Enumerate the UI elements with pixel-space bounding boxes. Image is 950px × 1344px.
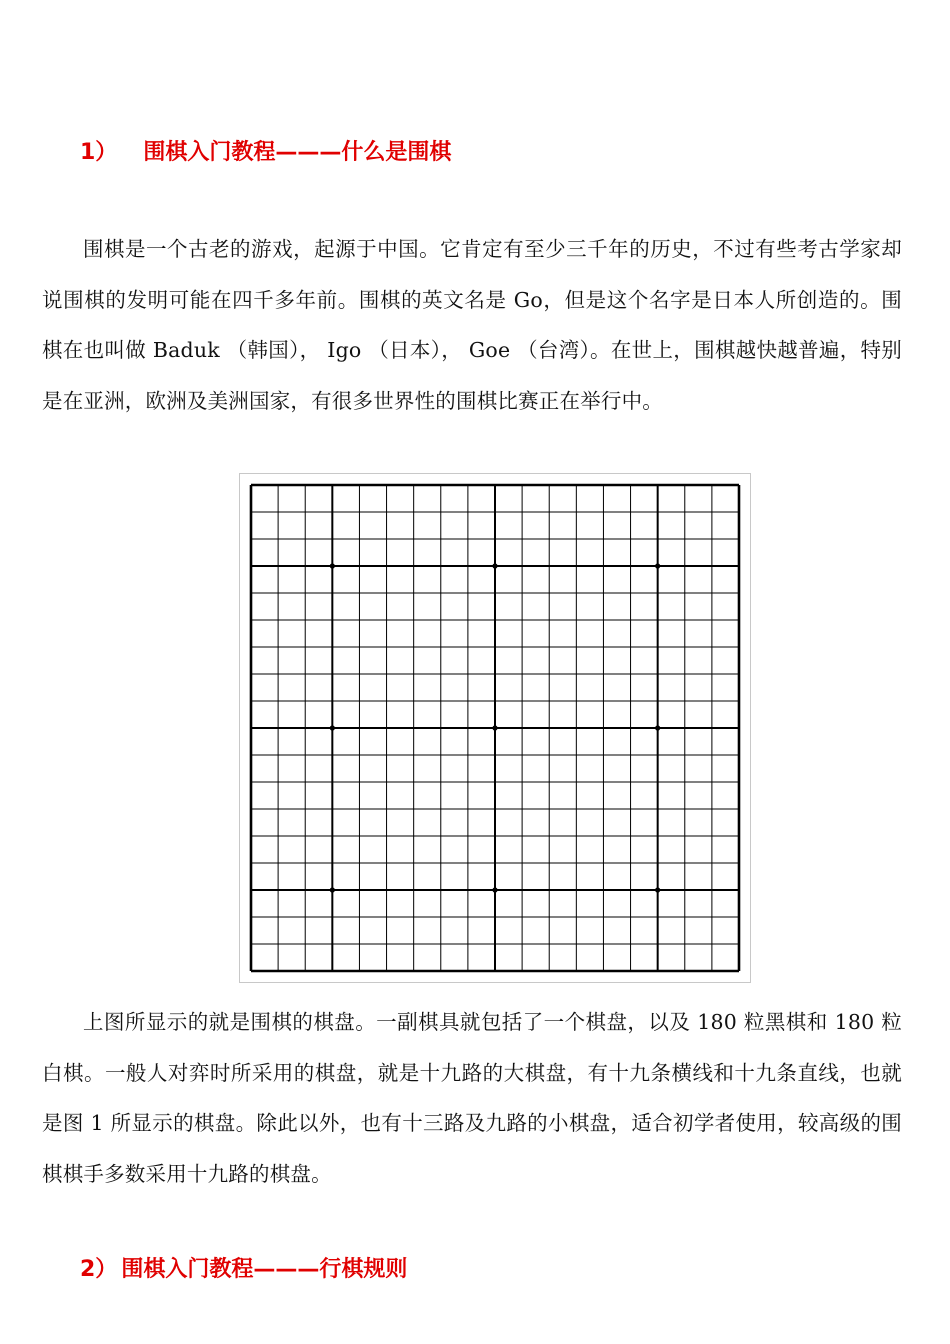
go-board xyxy=(240,474,750,982)
star-point xyxy=(492,725,497,730)
star-point xyxy=(330,563,335,568)
star-point xyxy=(330,725,335,730)
section-heading-1 xyxy=(80,138,451,168)
section-number: 2） xyxy=(80,1257,118,1282)
star-point xyxy=(492,563,497,568)
section-title: 围棋入门教程———行棋规则 xyxy=(121,1257,408,1282)
star-point xyxy=(655,887,660,892)
go-board-figure xyxy=(239,473,751,983)
star-point xyxy=(492,887,497,892)
section-heading-2 xyxy=(80,1255,407,1285)
star-point xyxy=(655,563,660,568)
star-point xyxy=(330,887,335,892)
star-point xyxy=(655,725,660,730)
board-description-paragraph: 上图所显示的就是围棋的棋盘。一副棋具就包括了一个棋盘，以及 180 粒黑棋和 180 粒白棋。一般人对弈时所采用的棋盘，就是十九路的大棋盘，有十九条横线和十九条直线，也就是图 1 所显示的棋盘。除此以外，也有十三路及九路的小棋盘，适合初学者使用，较高级的围棋棋手多数采用十九路的棋盘。 xyxy=(42,1010,902,1186)
section-number: 1） xyxy=(80,140,118,165)
section-title: 围棋入门教程———什么是围棋 xyxy=(143,140,452,165)
intro-paragraph: 围棋是一个古老的游戏，起源于中国。它肯定有至少三千年的历史，不过有些考古学家却说围棋的发明可能在四千多年前。围棋的英文名是 Go，但是这个名字是日本人所创造的。围棋在也叫做 Baduk （韩国）， Igo （日本）， Goe （台湾）。在世上，围棋越快越普遍，特别是在亚洲，欧洲及美洲国家，有很多世界性的围棋比赛正在举行中。 xyxy=(42,237,902,413)
